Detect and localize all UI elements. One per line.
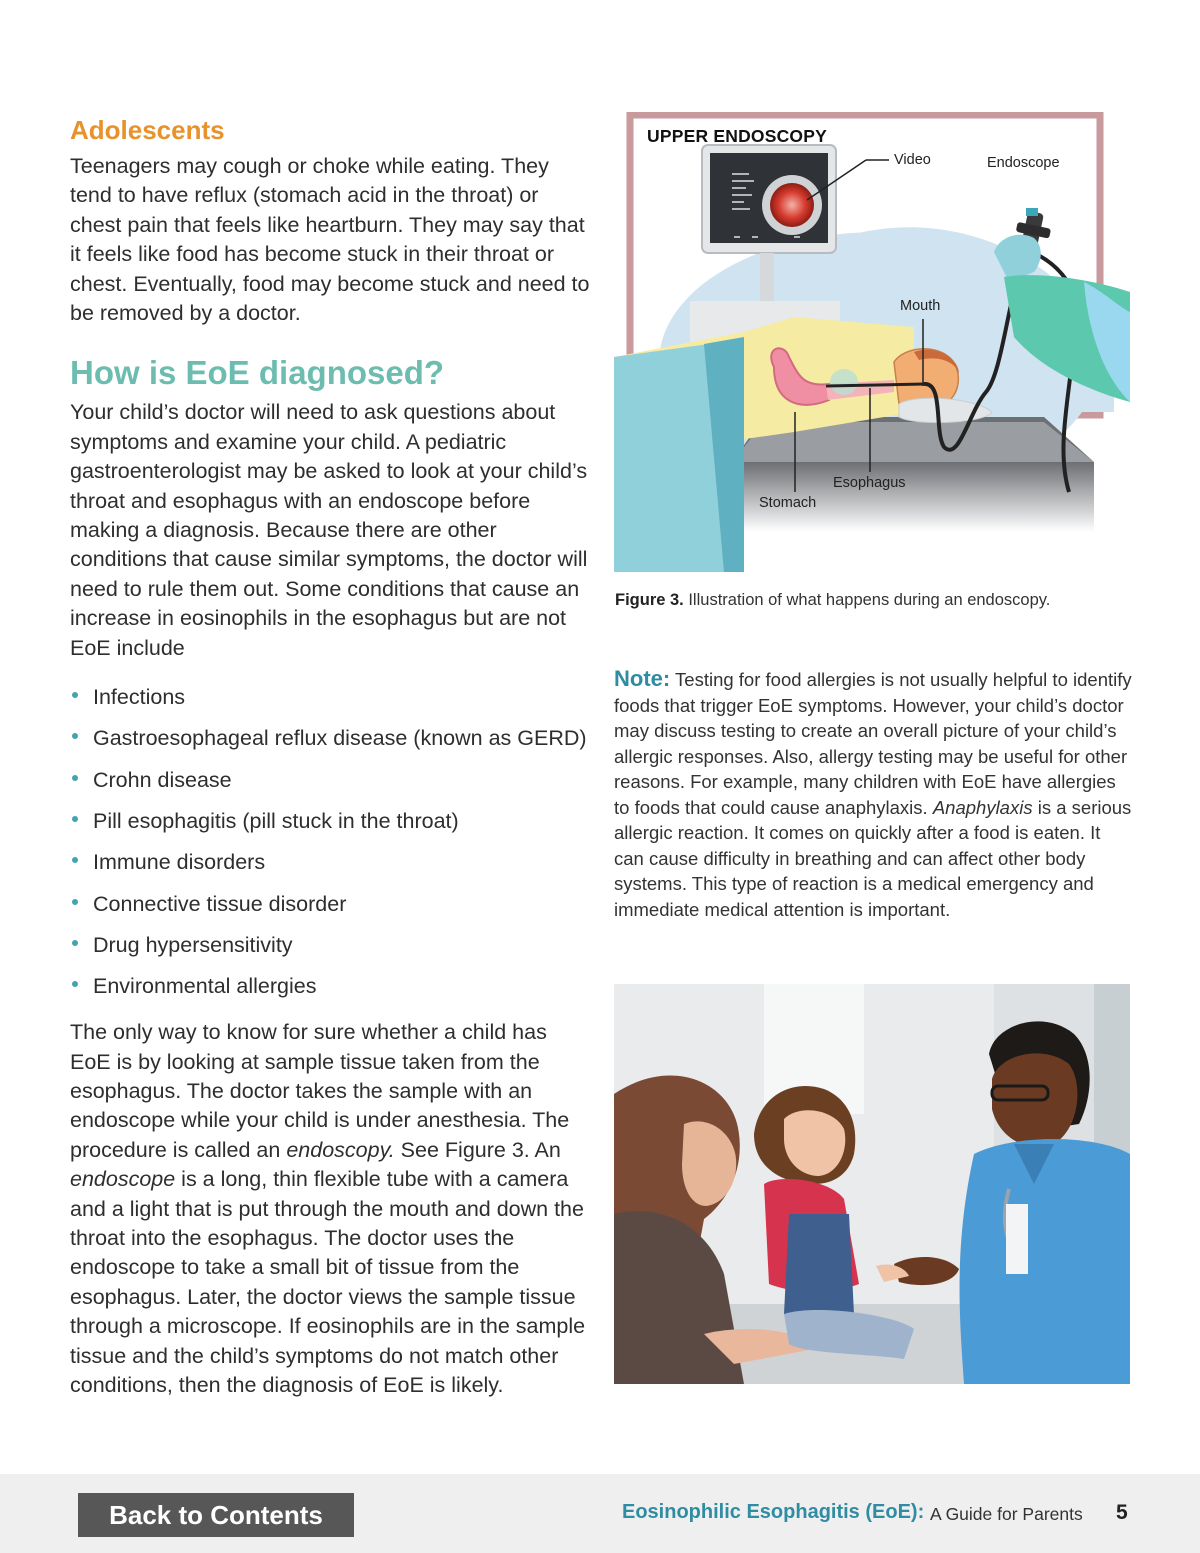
list-item: Infections: [70, 683, 590, 711]
list-item: Environmental allergies: [70, 972, 590, 1000]
endoscopy-illustration: [614, 112, 1130, 572]
footer: [0, 1474, 1200, 1553]
photo-illustration: [614, 984, 1130, 1384]
left-column: [70, 112, 590, 1400]
caption-label: Figure 3.: [615, 591, 684, 609]
footer-title: Eosinophilic Esophagitis (EoE):: [622, 1501, 925, 1523]
bullet-icon: [72, 816, 78, 822]
bullet-icon: [72, 940, 78, 946]
figure-caption: Figure 3. Illustration of what happens during an endoscopy.: [615, 591, 1051, 609]
back-to-contents-button[interactable]: Back to Contents: [78, 1493, 354, 1537]
adolescents-paragraph: Teenagers may cough or choke while eating. They tend to have reflux (stomach acid in the throat) or chest pain that feels like heartburn. They may say that it feels like food has become stuck in their throat or chest. Eventually, food may become stuck and need to be removed by a doctor.: [70, 154, 590, 326]
list-item: Gastroesophageal reflux disease (known as GERD): [70, 724, 590, 752]
conditions-list: [70, 683, 590, 1000]
list-item: Connective tissue disorder: [70, 890, 590, 918]
label-esophagus: Esophagus: [833, 475, 906, 491]
bullet-icon: [72, 733, 78, 739]
footer-subtitle: A Guide for Parents: [930, 1504, 1083, 1524]
term-endoscopy: endoscopy.: [286, 1137, 395, 1162]
label-stomach: Stomach: [759, 495, 817, 511]
diagnosis-paragraph: Your child’s doctor will need to ask questions about symptoms and examine your child. A pediatric gastroenterologist may be asked to look at your child’s throat and esophagus with an endoscope before making a diagnosis. Because there are other conditions that cause similar symptoms, the doctor will need to rule them out. Some conditions that cause an increase in eosinophils in the esophagus but are not EoE include: [70, 400, 588, 660]
bullet-icon: [72, 981, 78, 987]
note-label: Note:: [614, 666, 671, 691]
list-item: Drug hypersensitivity: [70, 931, 590, 959]
bullet-icon: [72, 692, 78, 698]
endoscopy-drawing: [614, 112, 1130, 572]
doctor-patient-photo: [614, 984, 1130, 1384]
bullet-icon: [72, 775, 78, 781]
page-number: 5: [1116, 1501, 1128, 1524]
label-mouth: Mouth: [900, 298, 941, 314]
list-item: Crohn disease: [70, 766, 590, 794]
note-block: Note: Testing for food allergies is not usually helpful to identify foods that trigger EoE symptoms. However, your child’s doctor may discuss testing to create an overall picture of your child’s allergic responses. Also, allergy testing may be useful for other reasons. For example, many children with EoE have allergies to foods that could cause anaphylaxis. Anaphylaxis is a serious allergic reaction. It comes on quickly after a food is eaten. It can cause difficulty in breathing and can affect other body systems. This type of reaction is a medical emergency and immediate medical attention is important.: [614, 666, 1132, 920]
diagnosis-heading: How is EoE diagnosed?: [70, 354, 445, 392]
term-anaphylaxis: Anaphylaxis: [932, 796, 1033, 818]
bullet-icon: [72, 899, 78, 905]
adolescents-heading: Adolescents: [70, 115, 225, 145]
figure-title: UPPER ENDOSCOPY: [647, 126, 827, 146]
term-endoscope: endoscope: [70, 1167, 176, 1192]
label-endoscope: Endoscope: [987, 155, 1060, 171]
label-video: Video: [894, 152, 931, 168]
bullet-icon: [72, 857, 78, 863]
list-item: Pill esophagitis (pill stuck in the throat): [70, 807, 590, 835]
diagnosis-closing-paragraph: The only way to know for sure whether a child has EoE is by looking at sample tissue taken from the esophagus. The doctor takes the sample with an endoscope while your child is under anesthesia. The procedure is called an endoscopy. See Figure 3. An endoscope is a long, thin flexible tube with a camera and a light that is put through the mouth and down the throat into the esophagus. The doctor uses the endoscope to take a small bit of tissue from the esophagus. Later, the doctor views the sample tissue through a microscope. If eosinophils are in the sample tissue and the child’s symptoms do not match other conditions, then the diagnosis of EoE is likely.: [70, 1020, 586, 1398]
list-item: Immune disorders: [70, 848, 590, 876]
